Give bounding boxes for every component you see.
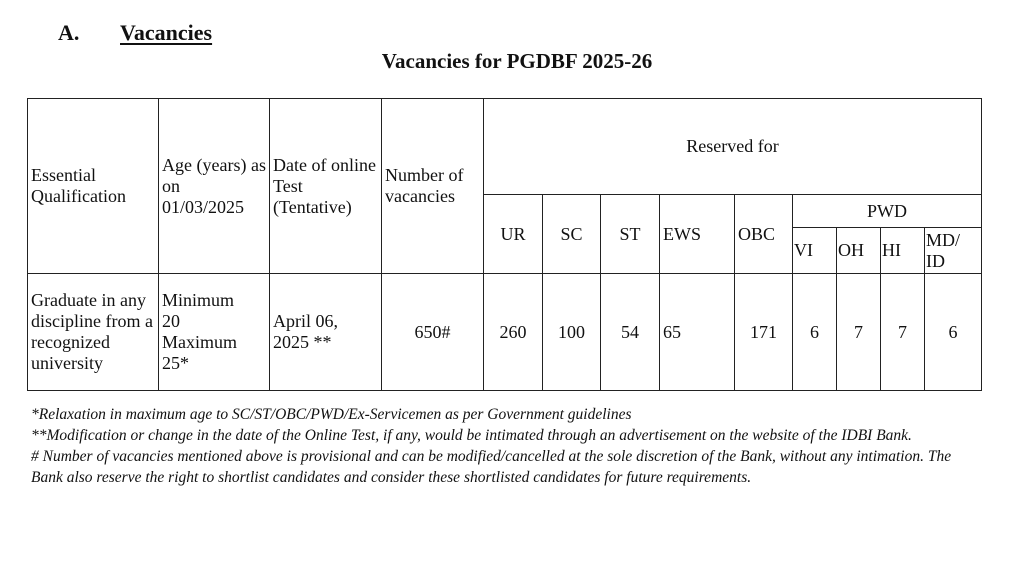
header-ews: EWS [660,195,735,274]
age-min-value: 20 [162,311,180,331]
cell-sc: 100 [543,274,601,391]
age-max-value: 25* [162,353,189,373]
header-hi: HI [881,228,925,274]
cell-qualification: Graduate in any discipline from a recognized university [28,274,159,391]
footnotes [31,404,981,488]
section-title: Vacancies [120,20,213,45]
cell-vi: 6 [793,274,837,391]
header-oh: OH [837,228,881,274]
cell-ews: 65 [660,274,735,391]
cell-age [159,274,270,391]
cell-ur: 260 [484,274,543,391]
header-pwd: PWD [793,195,982,228]
header-test-date: Date of online Test (Tentative) [270,99,382,274]
footnote-date: **Modification or change in the date of the Online Test, if any, would be intimated through an advertisement on the website of the IDBI Bank. [31,427,912,444]
header-obc: OBC [735,195,793,274]
header-reserved-for: Reserved for [484,99,982,195]
header-num-vacancies: Number of vacancies [382,99,484,274]
cell-oh: 7 [837,274,881,391]
header-md-id: MD/ ID [925,228,982,274]
age-min-label: Minimum [162,290,235,310]
table-row [28,274,982,391]
vacancies-table [27,98,982,391]
cell-hi: 7 [881,274,925,391]
cell-obc: 171 [735,274,793,391]
cell-md-id: 6 [925,274,982,391]
section-letter: A. [58,20,80,45]
header-st: ST [601,195,660,274]
table-title: Vacancies for PGDBF 2025-26 [381,49,653,73]
header-sc: SC [543,195,601,274]
header-ur: UR [484,195,543,274]
cell-st: 54 [601,274,660,391]
age-max-label: Maximum [162,332,237,352]
header-age: Age (years) as on 01/03/2025 [159,99,270,274]
header-qualification: Essential Qualification [28,99,159,274]
cell-test-date: April 06, 2025 ** [270,274,382,391]
header-vi: VI [793,228,837,274]
footnote-age: *Relaxation in maximum age to SC/ST/OBC/PWD/Ex-Servicemen as per Government guidelines [31,406,632,423]
section-heading [58,20,212,46]
footnote-vacancies: # Number of vacancies mentioned above is provisional and can be modified/cancelled at the sole discretion of the Bank, without any intimation. The Bank also reserve the right to shortlist candidates and consider these shortlisted candidates for future requirements. [31,448,952,486]
cell-num-vacancies: 650# [382,274,484,391]
